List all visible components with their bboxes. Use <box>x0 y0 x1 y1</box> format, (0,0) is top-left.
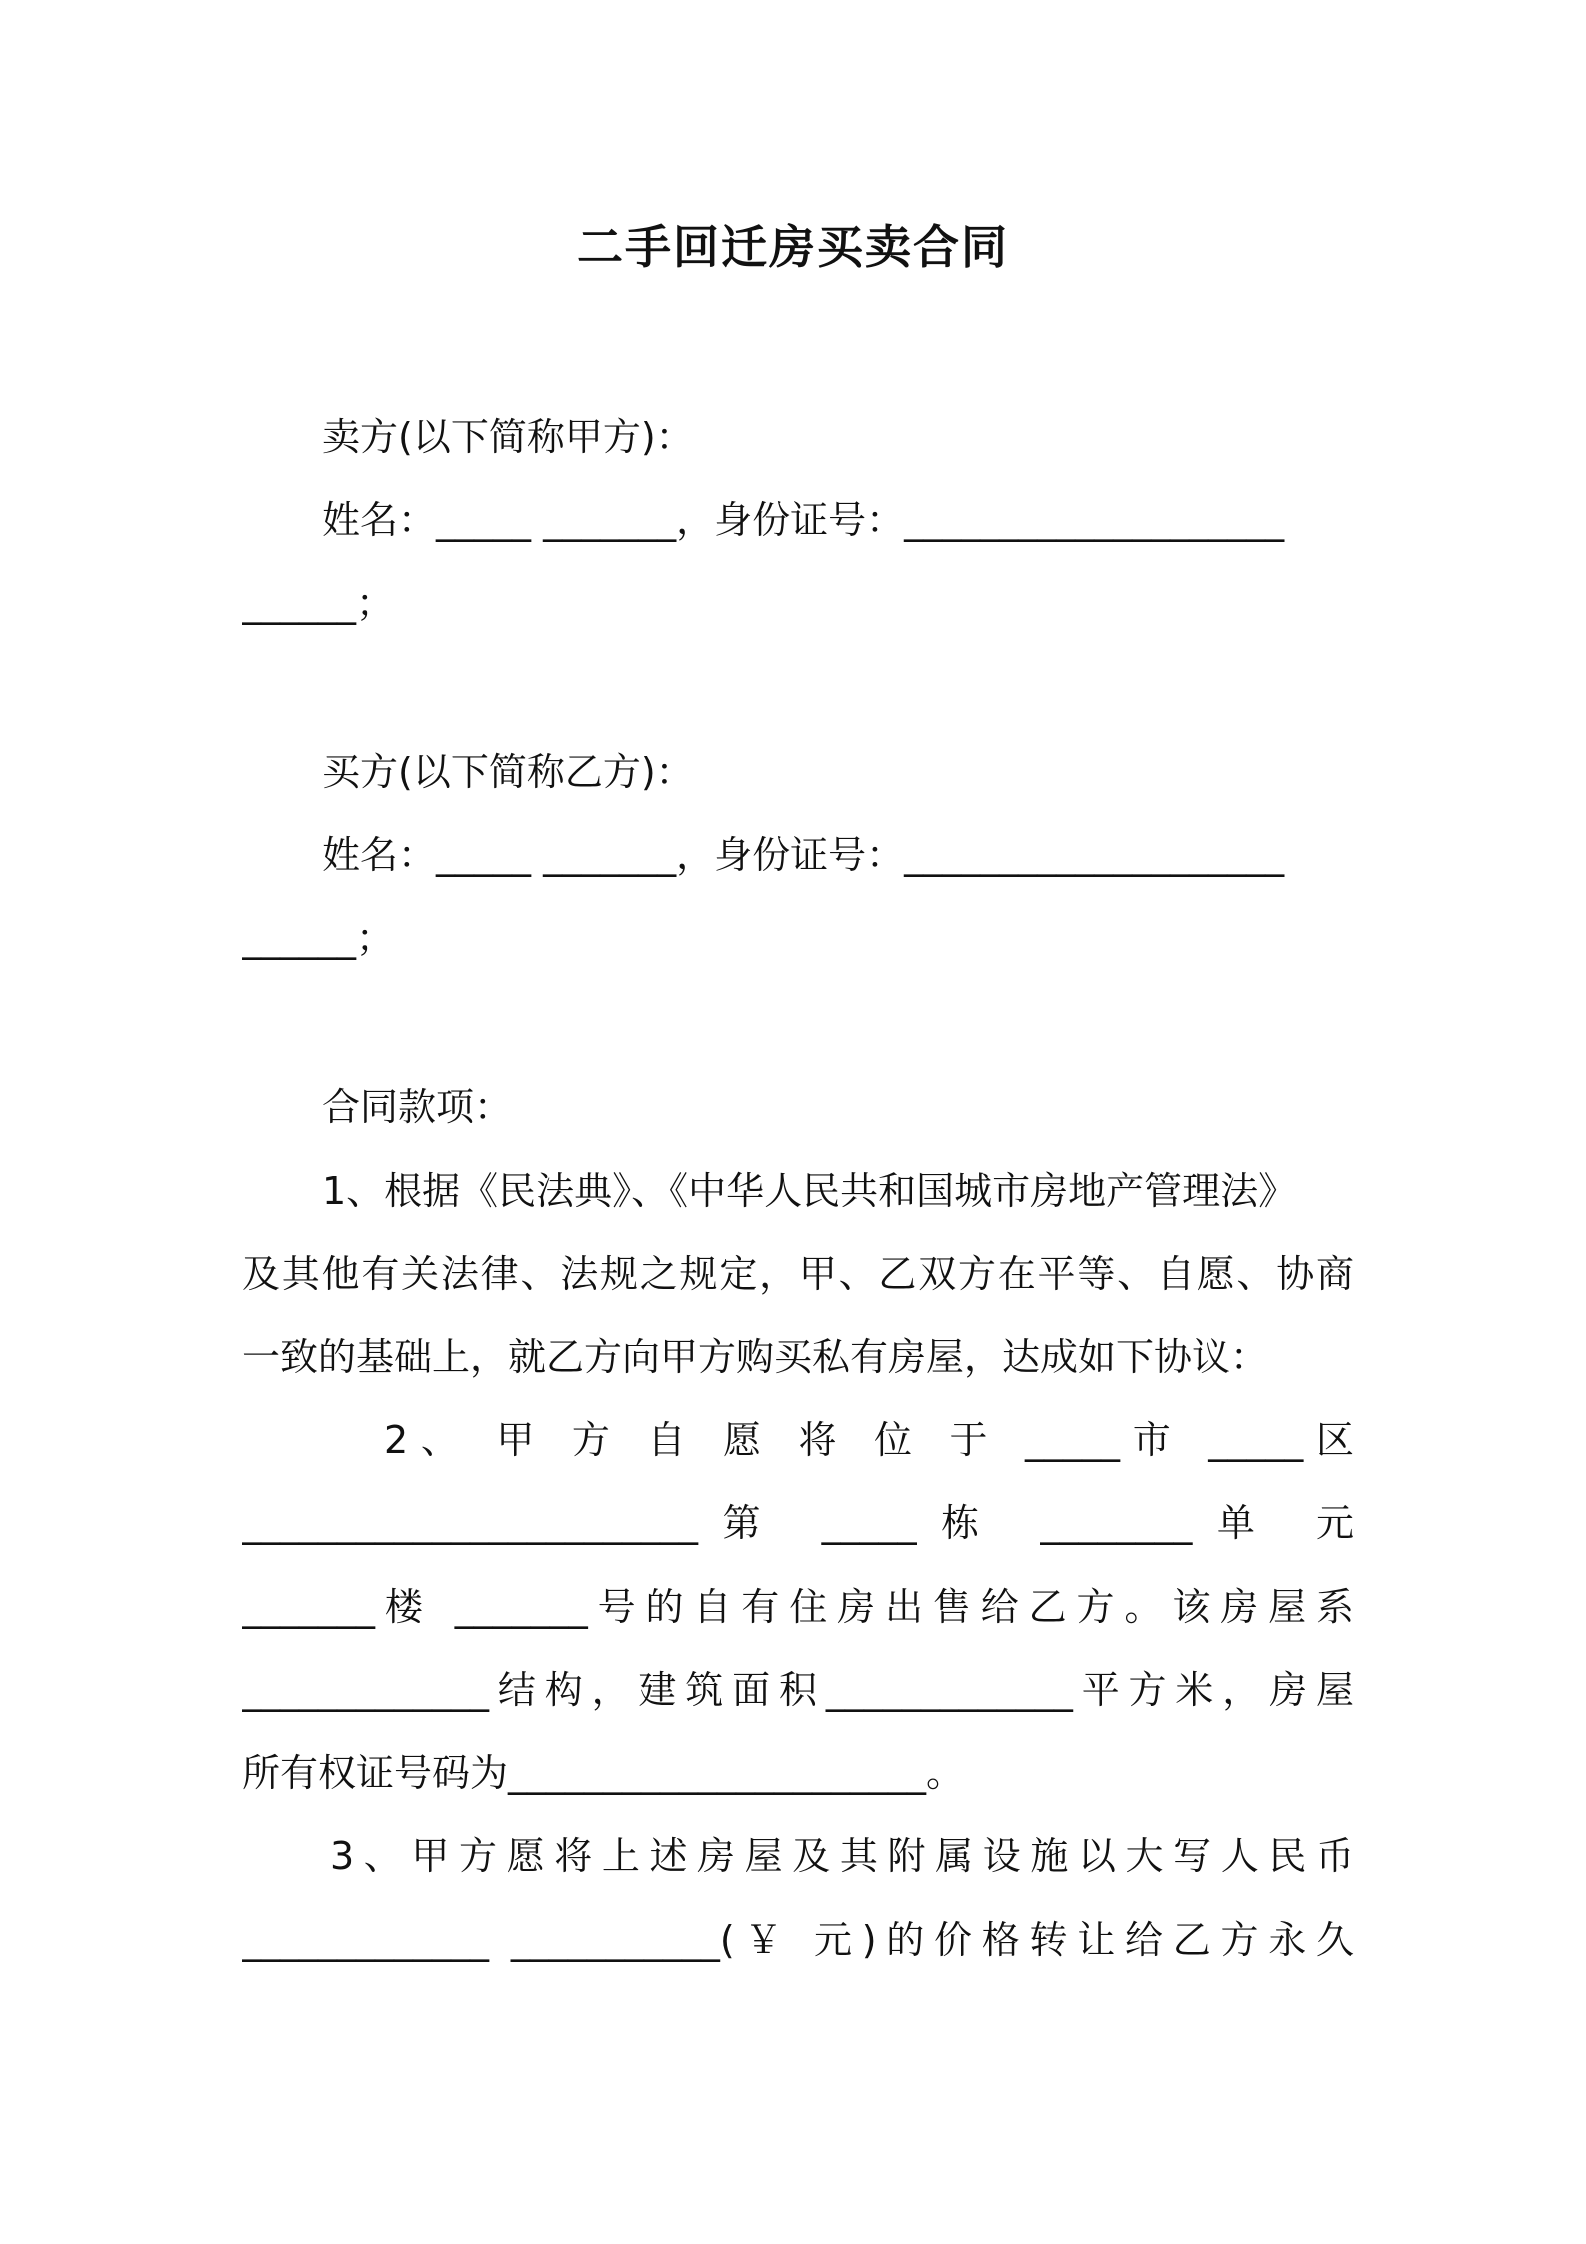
clause-2-line-1: 2、 甲 方 自 愿 将 位 于 _____市 _____区 <box>384 1418 1354 1462</box>
buyer-id-continuation: ______； <box>242 916 395 960</box>
clause-2-line-2: ________________________第 _____栋 ________单 元 <box>242 1501 1354 1545</box>
buyer-name-id-line: 姓名：_____ _______，身份证号：____________________ <box>322 833 1285 877</box>
seller-name-id-line: 姓名：_____ _______，身份证号：____________________ <box>322 498 1285 542</box>
clause-2-line-4: _____________结构，建筑面积_____________平方米，房屋 <box>242 1668 1354 1712</box>
clause-2-line-3: _______楼 _______号的自有住房出售给乙方。该房屋系 <box>242 1585 1354 1629</box>
clause-1-line-1: 1、根据《民法典》、《中华人民共和国城市房地产管理法》 <box>322 1169 1297 1213</box>
buyer-heading: 买方(以下简称乙方)： <box>322 750 694 794</box>
clause-3-line-2: _____________ ___________(￥ 元)的价格转让给乙方永久 <box>242 1918 1354 1962</box>
seller-heading: 卖方(以下简称甲方)： <box>322 415 694 459</box>
document-title: 二手回迁房买卖合同 <box>577 220 1009 274</box>
clause-1-line-2: 及其他有关法律、法规之规定，甲、乙双方在平等、自愿、协商 <box>242 1252 1354 1296</box>
clause-2-line-5: 所有权证号码为______________________。 <box>242 1751 965 1795</box>
seller-id-continuation: ______； <box>242 581 395 625</box>
clause-3-line-1: 3、甲方愿将上述房屋及其附属设施以大写人民币 <box>330 1834 1354 1878</box>
contract-terms-heading: 合同款项： <box>322 1085 513 1129</box>
clause-1-line-3: 一致的基础上，就乙方向甲方购买私有房屋，达成如下协议： <box>242 1335 1269 1379</box>
